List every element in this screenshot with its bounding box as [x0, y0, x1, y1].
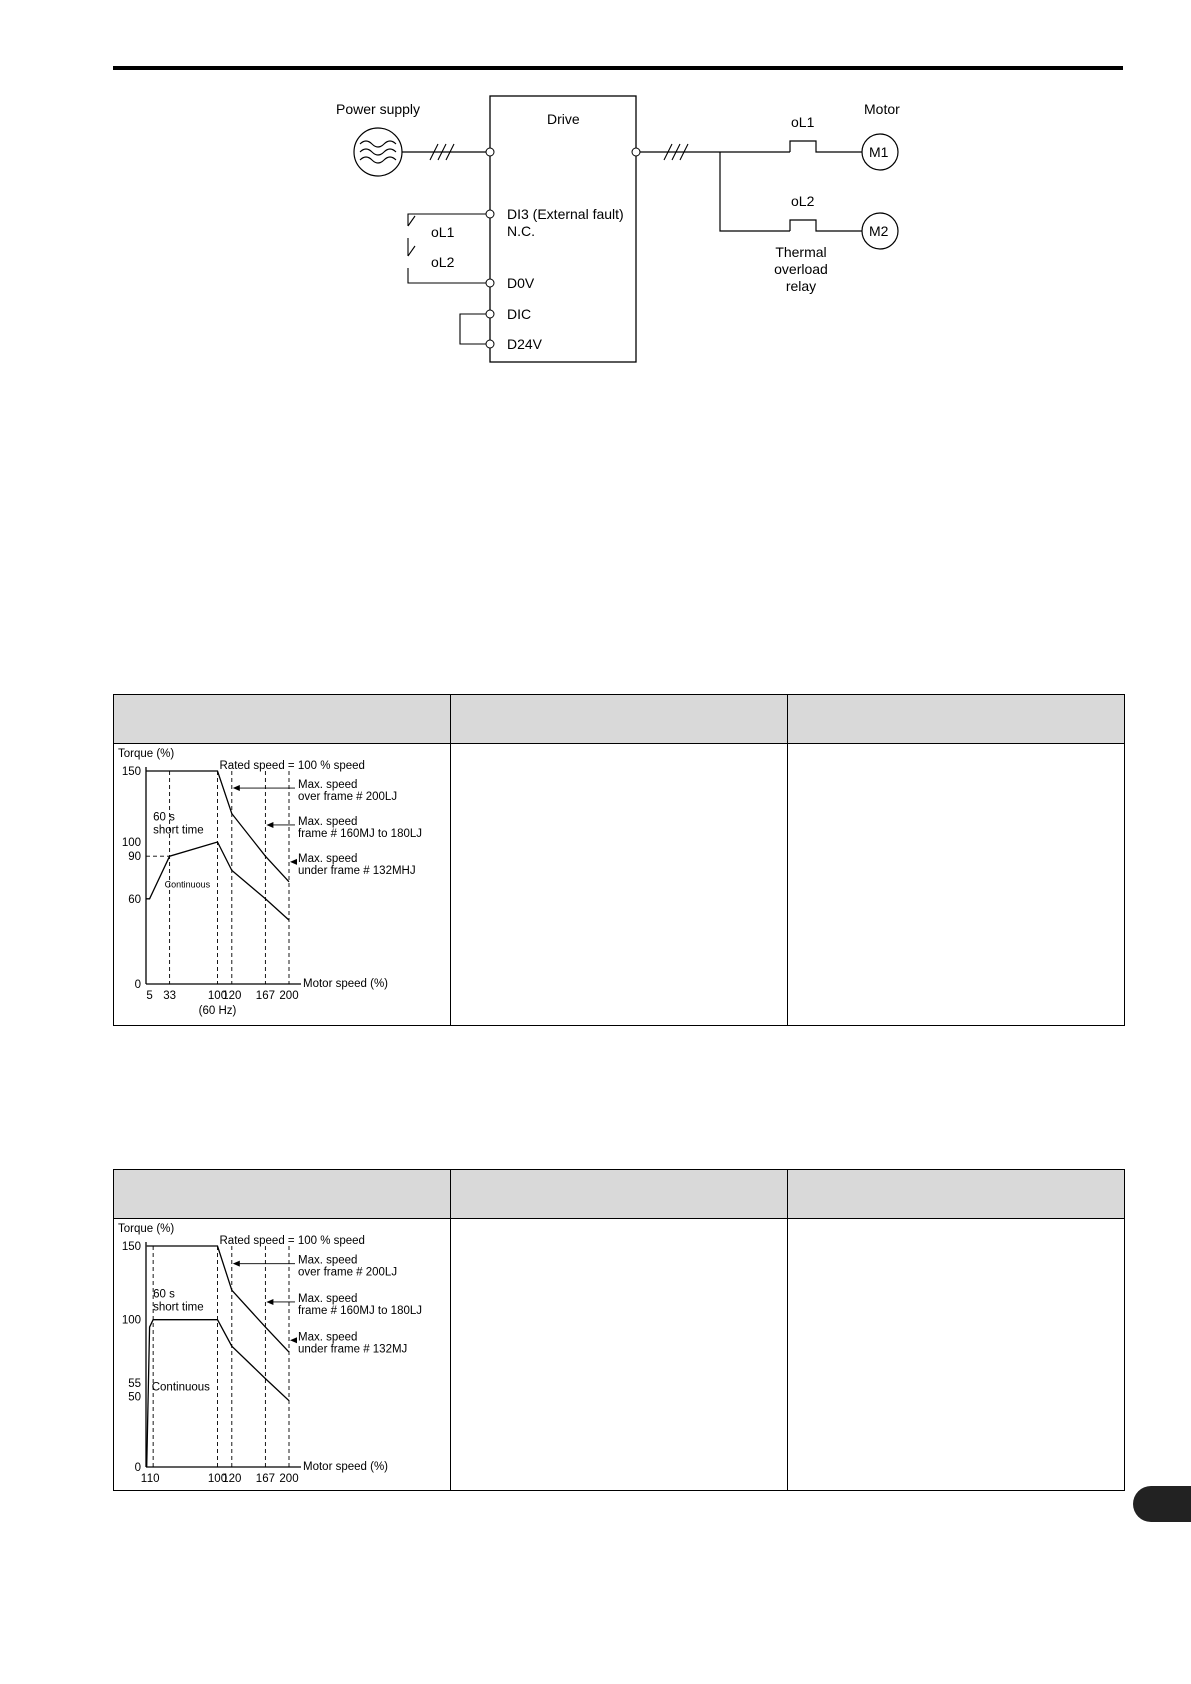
continuous-annotation: Continuous — [151, 1381, 210, 1394]
max-speed-annotation: frame # 160MJ to 180LJ — [298, 1304, 423, 1317]
ol1-contact-label: oL1 — [431, 224, 455, 240]
table-header-cell — [451, 695, 788, 744]
x-tick-label: 10 — [146, 1473, 160, 1485]
three-phase-mark-icon — [430, 144, 454, 160]
y-tick-label: 60 — [128, 893, 141, 906]
three-phase-mark-icon — [664, 144, 688, 160]
relay-label-line1: Thermal — [775, 244, 827, 260]
ac-wave-icon — [360, 141, 396, 163]
x-tick-label: 200 — [279, 1473, 299, 1485]
x-axis-label: Motor speed (%) — [303, 1461, 389, 1473]
table-header-cell — [114, 1170, 451, 1219]
d0v-label: D0V — [507, 275, 535, 291]
max-speed-annotation: Max. speed — [298, 815, 358, 828]
table-header-cell — [114, 695, 451, 744]
table-cell — [451, 744, 788, 1026]
nc-label: N.C. — [507, 223, 535, 239]
chapter-tab — [1133, 1486, 1191, 1522]
y-tick-label: 100 — [121, 1314, 141, 1327]
table-header-row — [114, 1170, 1125, 1219]
short-time-annotation: 60 s — [153, 811, 175, 824]
y-tick-label: 50 — [128, 1391, 141, 1404]
x-tick-label: 5 — [146, 990, 153, 1002]
x-tick-label: 120 — [222, 990, 242, 1002]
ac-source-icon — [354, 128, 402, 176]
continuous-annotation: Continuous — [164, 879, 211, 890]
short-time-annotation: short time — [153, 824, 204, 837]
di3-label: DI3 (External fault) — [507, 206, 624, 222]
ol2-contact-label: oL2 — [431, 254, 455, 270]
arrow-head-icon — [266, 1299, 273, 1305]
ol2-relay-label: oL2 — [791, 193, 815, 209]
chart-cell — [114, 1219, 451, 1491]
torque-chart-1 — [114, 744, 449, 1024]
branch-line — [720, 152, 790, 231]
rated-speed-annotation: Rated speed = 100 % speed — [219, 760, 365, 772]
x-tick-label: 100 — [207, 1473, 228, 1485]
short-time-annotation: short time — [153, 1301, 204, 1314]
torque-chart-2 — [114, 1219, 449, 1489]
x-tick-label: 200 — [279, 990, 299, 1002]
x-tick-label: 100 — [207, 990, 228, 1002]
max-speed-annotation: frame # 160MJ to 180LJ — [298, 827, 423, 840]
output-terminal — [632, 148, 640, 156]
ol1-relay-label: oL1 — [791, 114, 815, 130]
max-speed-annotation: Max. speed — [298, 1254, 358, 1267]
y-axis-label: Torque (%) — [118, 748, 175, 760]
y-axis-label: Torque (%) — [118, 1223, 175, 1235]
x-tick-label: 1 — [140, 1473, 148, 1485]
table-header-cell — [788, 695, 1125, 744]
x-axis-label: Motor speed (%) — [303, 978, 389, 990]
table-row — [114, 744, 1125, 1026]
y-tick-label: 0 — [134, 1462, 141, 1474]
y-tick-label: 150 — [121, 1241, 141, 1253]
power-supply-label: Power supply — [336, 101, 421, 117]
dic-d24v-jumper — [460, 314, 486, 344]
arrow-head-icon — [233, 785, 240, 791]
d24v-label: D24V — [507, 336, 543, 352]
motor-label: Motor — [864, 101, 900, 117]
y-tick-label: 90 — [128, 851, 141, 864]
relay-label-line3: relay — [785, 278, 817, 294]
max-speed-annotation: over frame # 200LJ — [298, 1266, 398, 1279]
x-tick-label: 33 — [163, 990, 176, 1002]
y-tick-label: 0 — [134, 979, 141, 991]
x-tick-label: 120 — [222, 1473, 242, 1485]
table-header-row — [114, 695, 1125, 744]
chart-cell — [114, 744, 451, 1026]
max-speed-annotation: Max. speed — [298, 852, 358, 865]
x-sublabel: (60 Hz) — [198, 1005, 237, 1017]
table-header-cell — [788, 1170, 1125, 1219]
table-header-cell — [451, 1170, 788, 1219]
arrow-head-icon — [290, 859, 297, 865]
y-tick-label: 55 — [128, 1377, 141, 1390]
m1-label: M1 — [869, 144, 889, 160]
arrow-head-icon — [290, 1337, 297, 1343]
wiring-diagram — [300, 90, 920, 370]
ol2-relay-icon — [790, 220, 862, 231]
max-speed-annotation: under frame # 132MHJ — [298, 864, 416, 877]
short-time-annotation: 60 s — [153, 1288, 175, 1301]
y-tick-label: 150 — [121, 766, 141, 778]
arrow-head-icon — [233, 1261, 240, 1267]
max-speed-annotation: Max. speed — [298, 1331, 358, 1344]
ol1-relay-icon — [790, 141, 862, 152]
table-cell — [788, 1219, 1125, 1491]
table-cell — [451, 1219, 788, 1491]
table-cell — [788, 744, 1125, 1026]
dic-label: DIC — [507, 306, 532, 322]
dic-terminal — [486, 310, 494, 318]
x-tick-label: 167 — [255, 990, 275, 1002]
m2-label: M2 — [869, 223, 889, 239]
relay-label-line2: overload — [774, 261, 828, 277]
d0v-terminal — [486, 279, 494, 287]
max-speed-annotation: Max. speed — [298, 779, 358, 792]
table-1 — [113, 694, 1125, 1026]
input-terminal — [486, 148, 494, 156]
di3-terminal — [486, 210, 494, 218]
x-tick-label: 167 — [255, 1473, 275, 1485]
table-2 — [113, 1169, 1125, 1491]
max-speed-annotation: over frame # 200LJ — [298, 791, 398, 804]
drive-label: Drive — [547, 111, 580, 127]
y-tick-label: 100 — [121, 837, 141, 849]
header-rule — [113, 66, 1123, 70]
arrow-head-icon — [266, 822, 273, 828]
max-speed-annotation: Max. speed — [298, 1292, 358, 1305]
max-speed-annotation: under frame # 132MJ — [298, 1343, 408, 1356]
d24v-terminal — [486, 340, 494, 348]
rated-speed-annotation: Rated speed = 100 % speed — [219, 1235, 365, 1247]
table-row — [114, 1219, 1125, 1491]
